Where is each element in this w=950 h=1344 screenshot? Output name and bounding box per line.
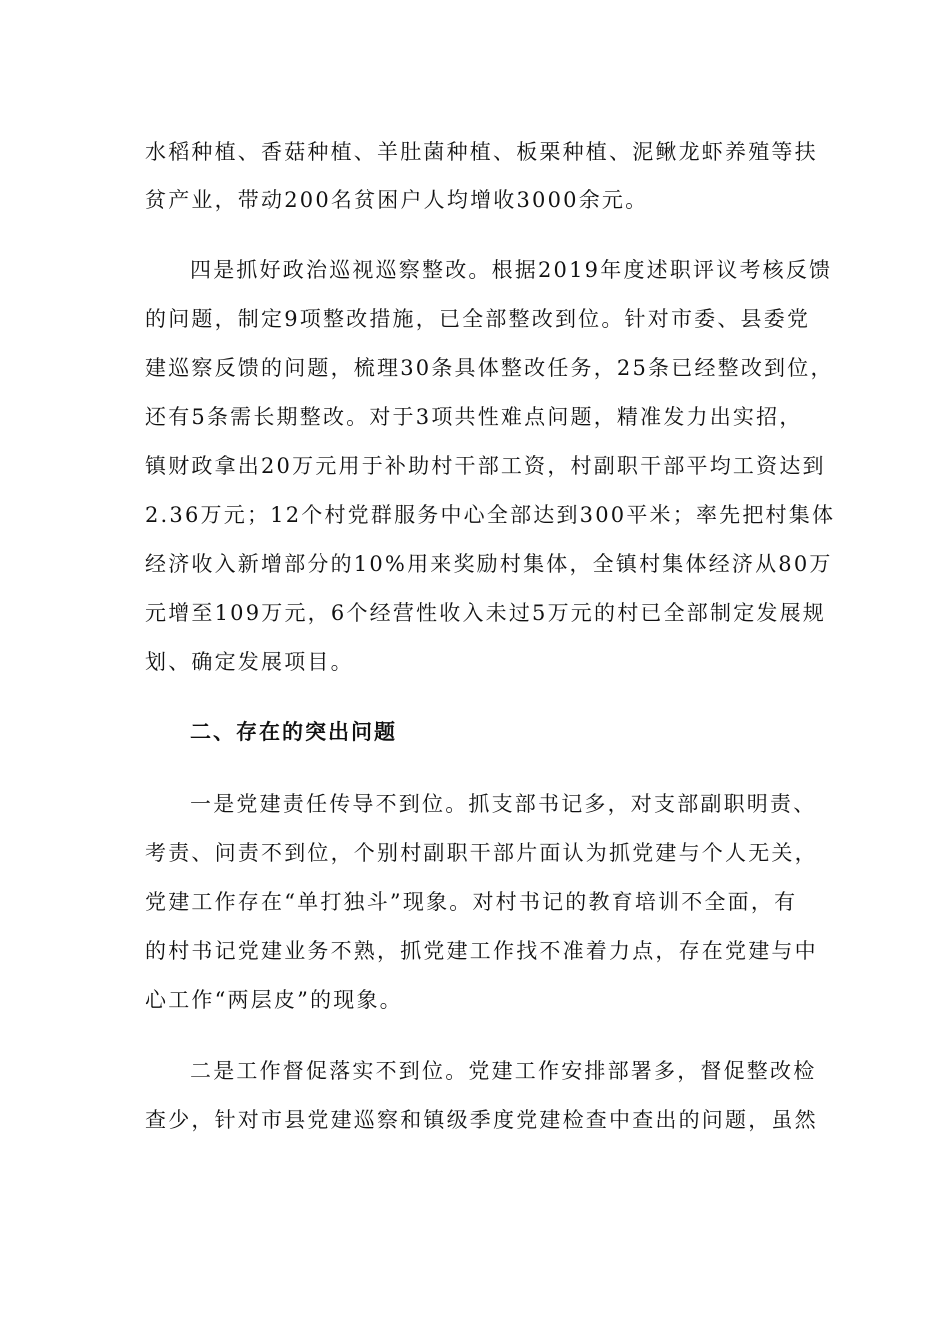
text-line: 划、确定发展项目。 — [145, 650, 354, 674]
text-line: 党建工作存在“单打独斗”现象。对村书记的教育培训不全面，有 — [145, 890, 798, 914]
text-line: 2.36万元；12个村党群服务中心全部达到300平米；率先把村集体 — [145, 503, 836, 527]
text-line: 水稻种植、香菇种植、羊肚菌种植、板栗种植、泥鳅龙虾养殖等扶 — [145, 140, 818, 164]
text-line: 心工作“两层皮”的现象。 — [145, 988, 403, 1012]
text-line: 元增至109万元，6个经营性收入未过5万元的村已全部制定发展规 — [145, 601, 827, 625]
text-line: 还有5条需长期整改。对于3项共性难点问题，精准发力出实招， — [145, 405, 803, 429]
text-line: 二是工作督促落实不到位。党建工作安排部署多，督促整改检 — [190, 1059, 817, 1083]
text-line: 查少，针对市县党建巡察和镇级季度党建检查中查出的问题，虽然 — [145, 1108, 818, 1132]
section-heading: 二、存在的突出问题 — [190, 720, 397, 744]
text-line: 一是党建责任传导不到位。抓支部书记多，对支部副职明责、 — [190, 792, 817, 816]
text-line: 四是抓好政治巡视巡察整改。根据2019年度述职评议考核反馈 — [190, 258, 833, 282]
text-line: 经济收入新增部分的10%用来奖励村集体，全镇村集体经济从80万 — [145, 552, 833, 576]
text-line: 的村书记党建业务不熟，抓党建工作找不准着力点，存在党建与中 — [145, 939, 818, 963]
text-line: 建巡察反馈的问题，梳理30条具体整改任务，25条已经整改到位， — [145, 356, 834, 380]
text-line: 考责、问责不到位，个别村副职干部片面认为抓党建与个人无关， — [145, 841, 818, 865]
text-line: 的问题，制定9项整改措施，已全部整改到位。针对市委、县委党 — [145, 307, 811, 331]
text-line: 镇财政拿出20万元用于补助村干部工资，村副职干部平均工资达到 — [145, 454, 826, 478]
text-line: 贫产业，带动200名贫困户人均增收3000余元。 — [145, 188, 649, 212]
